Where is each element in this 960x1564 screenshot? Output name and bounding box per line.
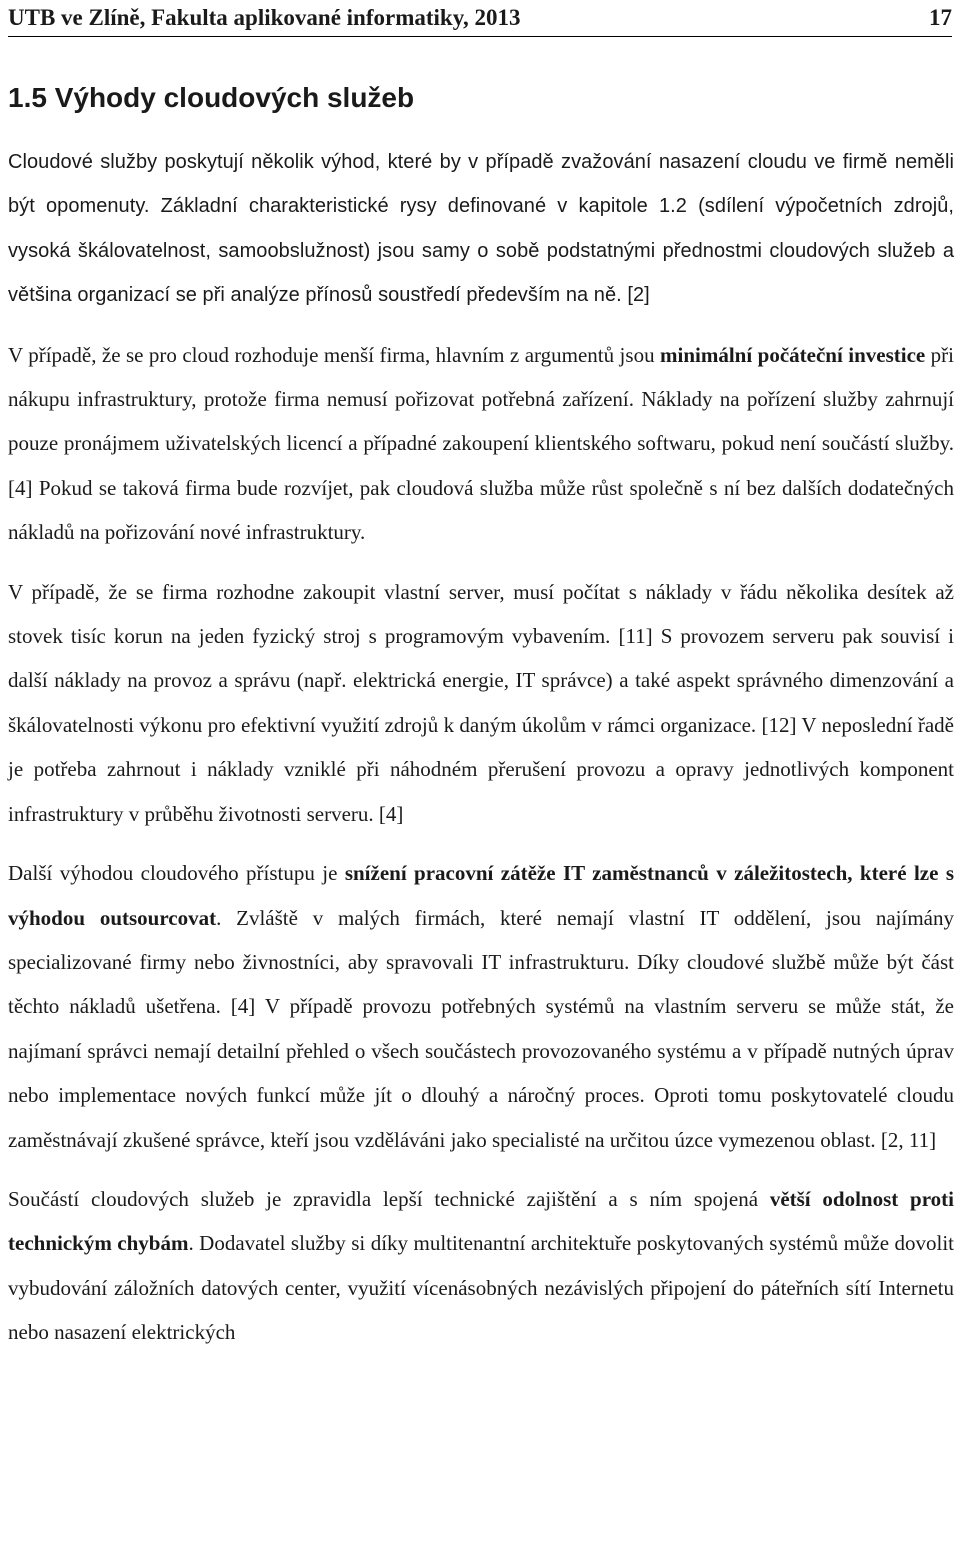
paragraph-4-text-a: Další výhodou cloudového přístupu je	[8, 861, 345, 886]
page-number: 17	[929, 5, 952, 30]
header-title: UTB ve Zlíně, Fakulta aplikované informatiky, 2013	[8, 5, 521, 30]
paragraph-3: V případě, že se firma rozhodne zakoupit vlastní server, musí počítat s náklady v řádu několika desítek až stovek tisíc korun na jeden fyzický stroj s programovým vybavením. [11] S provozem serveru pak souvisí i další náklady na provoz a správu (např. elektrická energie, IT správce) a také aspekt správného dimenzování a škálovatelnosti výkonu pro efektivní využití zdrojů k daným úkolům v rámci organizace. [12] V neposlední řadě je potřeba zahrnout i náklady vzniklé při náhodném přerušení provozu a opravy jednotlivých komponent infrastruktury v průběhu životnosti serveru. [4]	[8, 579, 954, 826]
paragraph-2	[8, 333, 954, 555]
paragraph-5-text-c: . Dodavatel služby si díky multitenantní architektuře poskytovaných systémů může dovolit vybudování záložních datových center, využití vícenásobných nezávislých připojení do páteřních sítí Internetu nebo nasazení elektrických	[8, 1231, 955, 1345]
paragraph-1: Cloudové služby poskytují několik výhod, které by v případě zvažování nasazení cloudu ve firmě neměli být opomenuty. Základní charakteristické rysy definované v kapitole 1.2 (sdílení výpočetních zdrojů, vysoká škálovatelnost, samoobslužnost) jsou samy o sobě podstatnými přednostmi cloudových služeb a většina organizací se při analýze přínosů soustředí především na ně. [2]	[8, 151, 954, 307]
paragraph-4-text-c: . Zvláště v malých firmách, které nemají vlastní IT oddělení, jsou najímány specializované firmy nebo živnostníci, aby spravovali IT infrastrukturu. Díky cloudové službě může být část těchto nákladů ušetřena. [4] V případě provozu potřebných systémů na vlastním serveru se může stát, že najímaní správci nemají detailní přehled o všech součástech provozovaného systému a v případě nutných úprav nebo implementace nových funkcí může jít o dlouhý a náročný proces. Oproti tomu poskytovatelé cloudu zaměstnávají zkušené správce, kteří jsou vzděláváni jako specialisté na určitou úzce vymezenou oblast. [2, 11]	[8, 905, 954, 1152]
running-header	[8, 4, 952, 37]
paragraph-2-text-c: při nákupu infrastruktury, protože firma nemusí pořizovat potřebná zařízení. Náklady na pořízení služby zahrnují pouze pronájmem uživatelských licencí a případné zakoupení klientského softwaru, pokud není součástí služby. [4] Pokud se taková firma bude rozvíjet, pak cloudová služba může růst společně s ní bez dalších dodatečných nákladů na pořizování nové infrastruktury.	[8, 342, 954, 545]
paragraph-5-emphasis: větší odolnost proti technickým chybám	[8, 1186, 954, 1256]
body-text	[8, 140, 954, 1370]
section-heading: 1.5 Výhody cloudových služeb	[8, 82, 415, 113]
paragraph-2-text-a: V případě, že se pro cloud rozhoduje menší firma, hlavním z argumentů jsou	[8, 342, 661, 367]
paragraph-5-text-a: Součástí cloudových služeb je zpravidla lepší technické zajištění a s ním spojená	[8, 1186, 770, 1211]
paragraph-5	[8, 1177, 954, 1355]
paragraph-4	[8, 851, 954, 1162]
paragraph-2-emphasis: minimální počáteční investice	[660, 342, 926, 367]
paragraph-4-emphasis: snížení pracovní zátěže IT zaměstnanců v záležitostech, které lze s výhodou outsourcovat	[8, 861, 954, 930]
